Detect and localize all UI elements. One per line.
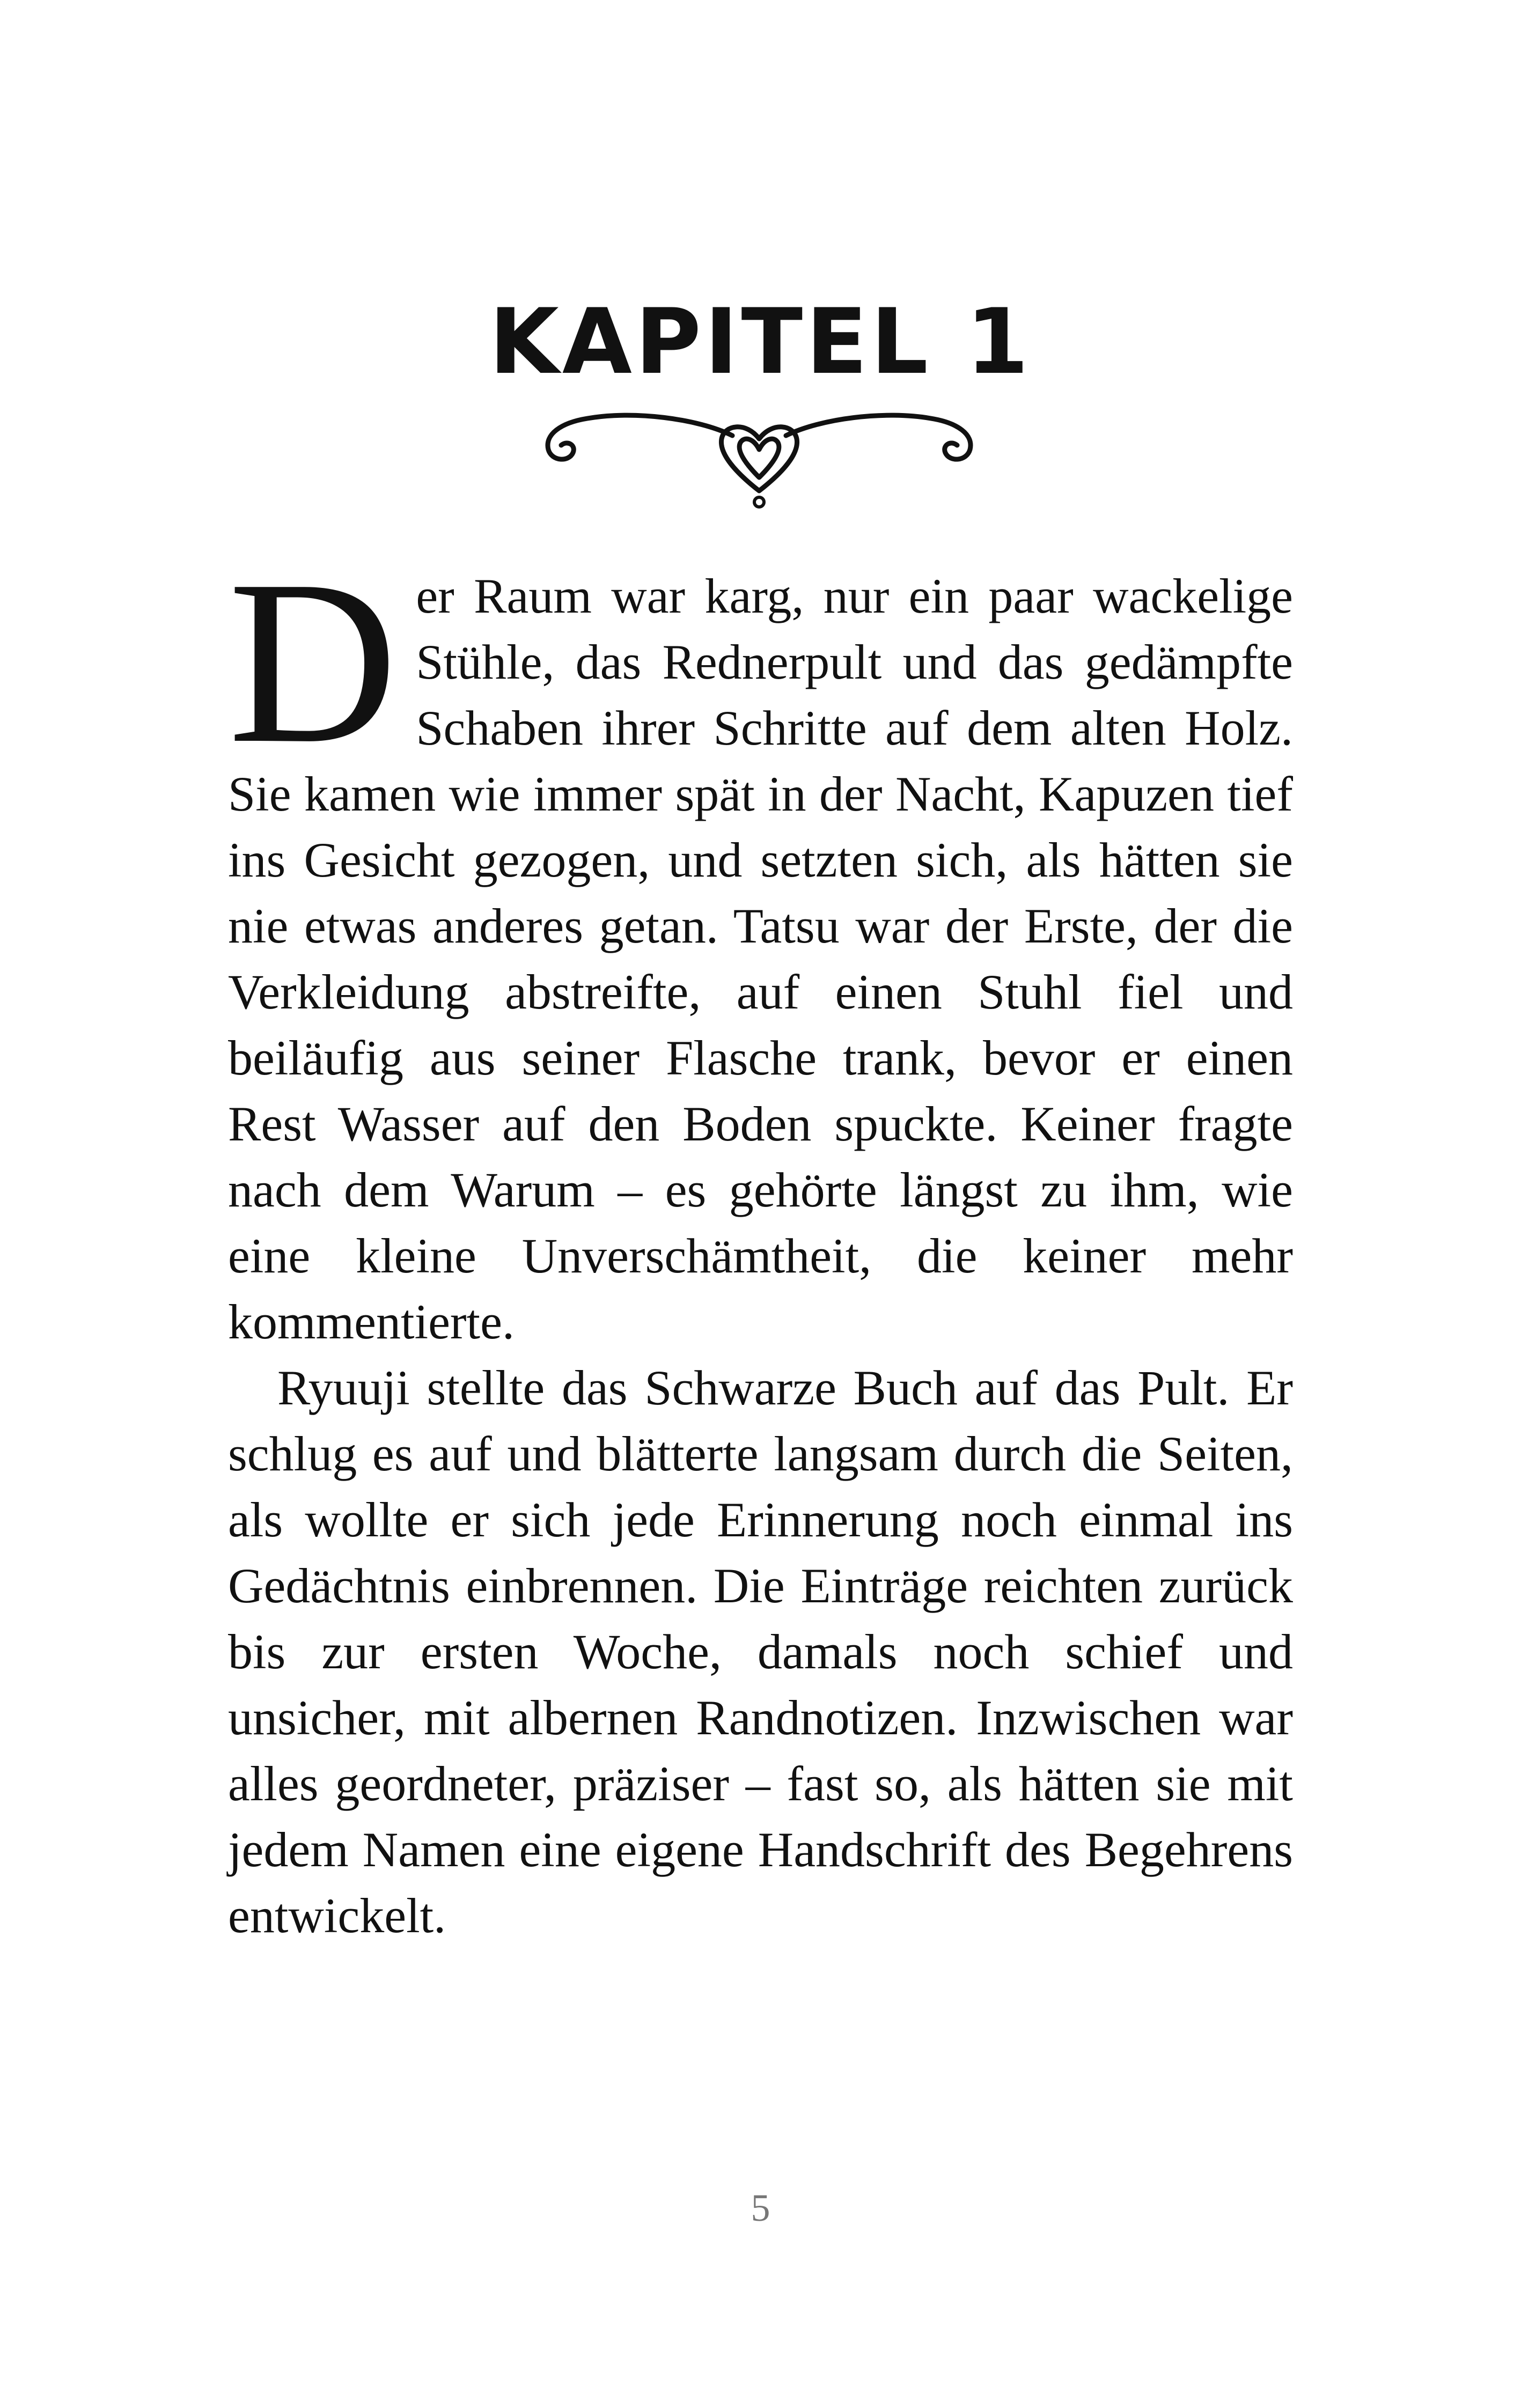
chapter-title: KAPITEL 1 xyxy=(489,289,1032,394)
chapter-text xyxy=(228,532,1293,1949)
page-number: 5 xyxy=(751,2186,770,2229)
drop-cap: D xyxy=(228,532,398,792)
paragraph-1 xyxy=(228,532,1293,1355)
heart-scroll-ornament-icon xyxy=(537,397,982,510)
paragraph-1-text: er Raum war karg, nur ein paar wackelige Stühle, das Rednerpult und das gedämpfte Schaben ihrer Schritte auf dem alten Holz. Sie kamen wie immer spät in der Nacht, Kapuzen tief ins Gesicht gezogen, und setzten sich, als hätten sie nie etwas anderes getan. Tatsu war der Erste, der die Verkleidung abstreifte, auf einen Stuhl fiel und beiläufig aus seiner Flasche trank, bevor er einen Rest Wasser auf den Boden spuckte. Keiner fragte nach dem Warum – es gehörte längst zu ihm, wie eine kleine Unverschämtheit, die keiner mehr kommentierte. xyxy=(228,569,1293,1349)
paragraph-2: Ryuuji stellte das Schwarze Buch auf das Pult. Er schlug es auf und blätterte langsam durch die Seiten, als wollte er sich jede Erinnerung noch einmal ins Gedächtnis einbrennen. Die Einträge reichten zurück bis zur ersten Woche, damals noch schief und unsicher, mit albernen Randnotizen. Inzwischen war alles geordneter, präziser – fast so, als hätten sie mit jedem Namen eine eigene Handschrift des Begehrens entwickelt. xyxy=(228,1360,1293,1943)
